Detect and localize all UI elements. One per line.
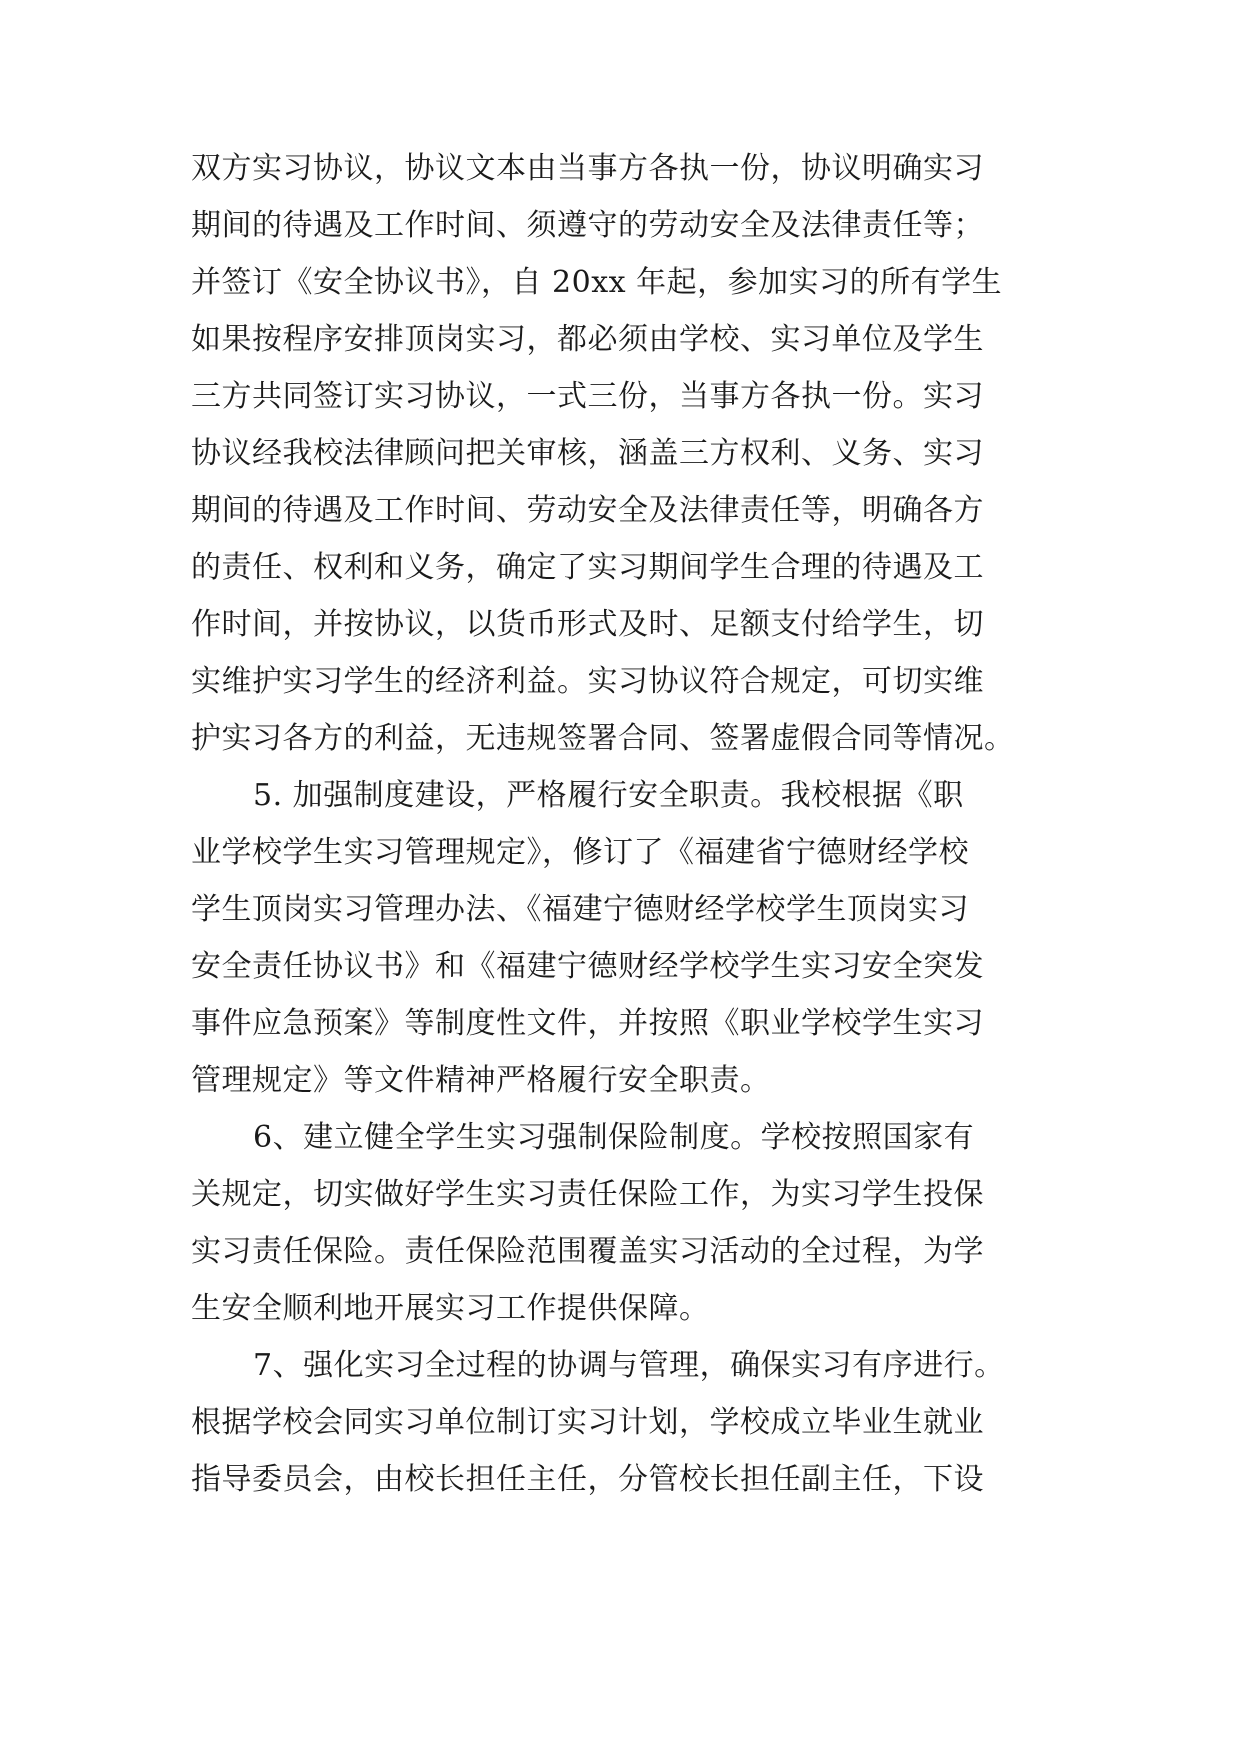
- text-line: 实习责任保险。责任保险范围覆盖实习活动的全过程，为学: [191, 1234, 984, 1269]
- paragraph-6-start: 6、建立健全学生实习强制保险制度。学校按照国家有: [253, 1120, 975, 1155]
- text-line: 协议经我校法律顾问把关审核，涵盖三方权利、义务、实习: [191, 436, 984, 471]
- text-line: 关规定，切实做好学生实习责任保险工作，为实习学生投保: [191, 1177, 984, 1212]
- text-line: 如果按程序安排顶岗实习，都必须由学校、实习单位及学生: [191, 322, 984, 357]
- text-line: 作时间，并按协议，以货币形式及时、足额支付给学生，切: [191, 607, 984, 642]
- paragraph-7-start: 7、强化实习全过程的协调与管理，确保实习有序进行。: [253, 1348, 1005, 1383]
- text-line: 学生顶岗实习管理办法、《福建宁德财经学校学生顶岗实习: [191, 892, 969, 927]
- text-line: 期间的待遇及工作时间、须遵守的劳动安全及法律责任等；: [191, 208, 984, 243]
- text-line: 双方实习协议，协议文本由当事方各执一份，协议明确实习: [191, 151, 984, 186]
- text-line: 并签订《安全协议书》，自 20xx 年起，参加实习的所有学生: [191, 265, 1003, 300]
- text-line: 指导委员会，由校长担任主任，分管校长担任副主任，下设: [191, 1462, 984, 1497]
- text-line: 实维护实习学生的经济利益。实习协议符合规定，可切实维: [191, 664, 984, 699]
- text-line: 业学校学生实习管理规定》，修订了《福建省宁德财经学校: [191, 835, 969, 870]
- text-line: 安全责任协议书》和《福建宁德财经学校学生实习安全突发: [191, 949, 984, 984]
- text-line: 管理规定》等文件精神严格履行安全职责。: [191, 1063, 771, 1098]
- text-line: 三方共同签订实习协议，一式三份，当事方各执一份。实习: [191, 379, 984, 414]
- text-line: 的责任、权利和义务，确定了实习期间学生合理的待遇及工: [191, 550, 984, 585]
- text-line: 根据学校会同实习单位制订实习计划，学校成立毕业生就业: [191, 1405, 984, 1440]
- text-line: 生安全顺利地开展实习工作提供保障。: [191, 1291, 710, 1326]
- text-line: 事件应急预案》等制度性文件，并按照《职业学校学生实习: [191, 1006, 984, 1041]
- text-line: 护实习各方的利益，无违规签署合同、签署虚假合同等情况。: [191, 721, 1015, 756]
- paragraph-5-start: 5. 加强制度建设，严格履行安全职责。我校根据《职: [253, 778, 964, 813]
- text-line: 期间的待遇及工作时间、劳动安全及法律责任等，明确各方: [191, 493, 984, 528]
